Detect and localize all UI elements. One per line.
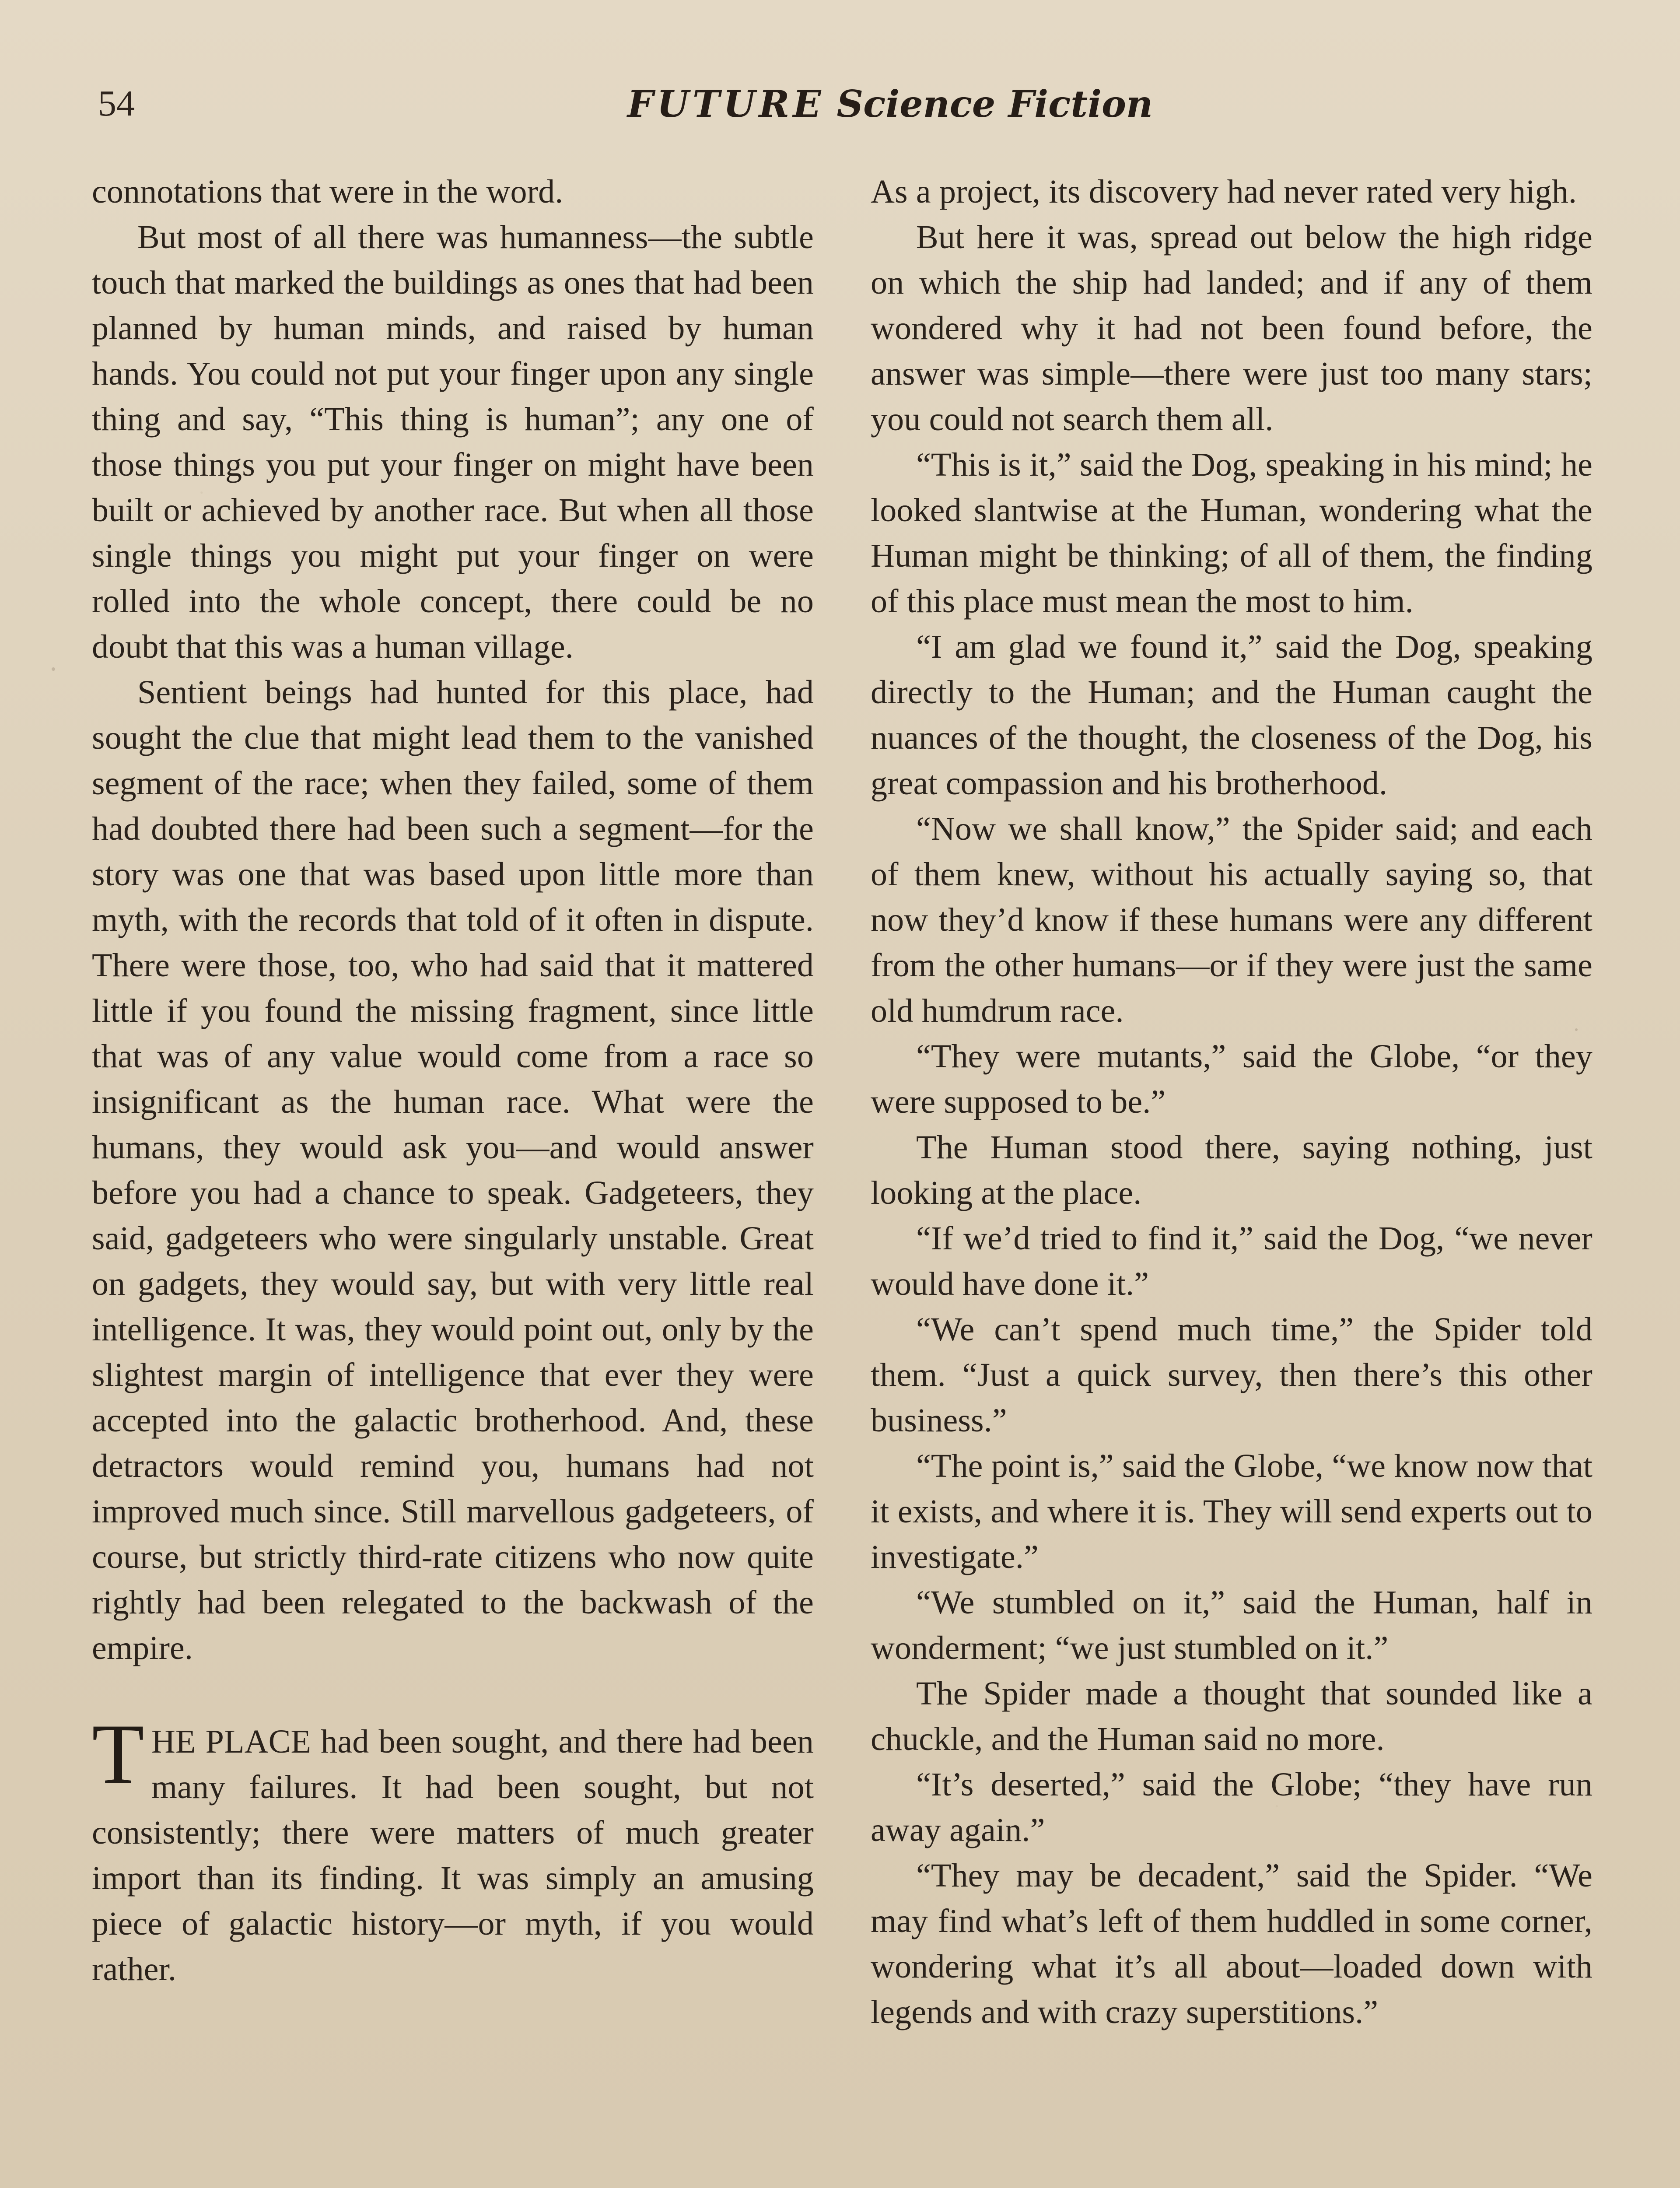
left-paragraph-1: connotations that were in the word. — [92, 173, 564, 210]
section-break — [92, 1671, 814, 1719]
right-paragraph-5: “Now we shall know,” the Spider said; and each of them knew, without his actually saying so, that now they’d know if these humans were any different from the other humans—or if they were just the same old humdrum race. — [871, 810, 1592, 1029]
page-header — [98, 75, 1582, 132]
paper-speck — [52, 667, 55, 671]
right-paragraph-14: “They may be decadent,” said the Spider. “We may find what’s left of them huddled in some corner, wondering what it’s all about—loaded down with legends and with crazy superstitions.” — [871, 1857, 1592, 2030]
right-paragraph-3: “This is it,” said the Dog, speaking in his mind; he looked slantwise at the Human, wondering what the Human might be thinking; of all of them, the finding of this place must mean the most to him. — [871, 446, 1592, 620]
running-title-future: FUTURE — [627, 82, 825, 126]
right-paragraph-13: “It’s deserted,” said the Globe; “they have run away again.” — [871, 1766, 1592, 1848]
right-paragraph-2: But here it was, spread out below the high ridge on which the ship had landed; and if any of them wondered why it had not been found before, the answer was simple—there were just too many stars; you could not search them all. — [871, 219, 1592, 438]
right-paragraph-4: “I am glad we found it,” said the Dog, speaking directly to the Human; and the Human caught the nuances of the thought, the closeness of the Dog, his great compassion and his brotherhood. — [871, 628, 1592, 802]
right-column — [871, 169, 1592, 2035]
right-paragraph-9: “We can’t spend much time,” the Spider told them. “Just a quick survey, then there’s this other business.” — [871, 1311, 1592, 1439]
right-paragraph-7: The Human stood there, saying nothing, just looking at the place. — [871, 1129, 1592, 1211]
right-paragraph-10: “The point is,” said the Globe, “we know now that it exists, and where it is. They will send experts out to investigate.” — [871, 1448, 1592, 1575]
running-title-science-fiction: Science Fiction — [836, 82, 1153, 126]
running-title — [627, 75, 1153, 132]
right-paragraph-12: The Spider made a thought that sounded like a chuckle, and the Human said no more. — [871, 1675, 1592, 1757]
left-paragraph-2: But most of all there was humanness—the subtle touch that marked the buildings as ones that had been planned by human minds, and raised by human hands. You could not put your finger upon any single thing and say, “This thing is human”; any one of those things you put your finger on might have been built or achieved by another race. But when all those single things you might put your finger on were rolled into the whole concept, there could be no doubt that this was a human village. — [92, 219, 814, 665]
left-section-paragraph — [92, 1707, 814, 1992]
left-paragraph-3: Sentient beings had hunted for this place, had sought the clue that might lead them to the vanished segment of the race; when they failed, some of them had doubted there had been such a segment—for the story was one that was based upon little more than myth, with the records that told of it often in dispute. There were those, too, who had said that it mattered little if you found the missing fragment, since little that was of any value would come from a race so insignificant as the human race. What were the humans, they would ask you—and would answer before you had a chance to speak. Gadgeteers, they said, gadgeteers who were singularly unstable. Great on gadgets, they would say, but with very little real intelligence. It was, they would point out, only by the slightest margin of intelligence that ever they were accepted into the galactic brotherhood. And, these detractors would remind you, humans had not improved much since. Still marvellous gadgeteers, of course, but strictly third-rate citizens who now quite rightly had been relegated to the backwash of the empire. — [92, 674, 814, 1666]
right-paragraph-6: “They were mutants,” said the Globe, “or they were supposed to be.” — [871, 1038, 1592, 1120]
right-paragraph-1: As a project, its discovery had never rated very high. — [871, 173, 1577, 210]
right-paragraph-11: “We stumbled on it,” said the Human, half in wonderment; “we just stumbled on it.” — [871, 1584, 1592, 1666]
drop-cap: T — [92, 1707, 144, 1802]
section-paragraph-text: HE PLACE had been sought, and there had been many failures. It had been sought, but not consistently; there were matters of much greater import than its finding. It was simply an amusing piece of galactic history—or myth, if you would rather. — [92, 1723, 814, 1988]
right-paragraph-8: “If we’d tried to find it,” said the Dog, “we never would have done it.” — [871, 1220, 1592, 1302]
article-columns — [92, 169, 1592, 2035]
page-number: 54 — [98, 83, 135, 124]
left-column — [92, 169, 814, 1992]
